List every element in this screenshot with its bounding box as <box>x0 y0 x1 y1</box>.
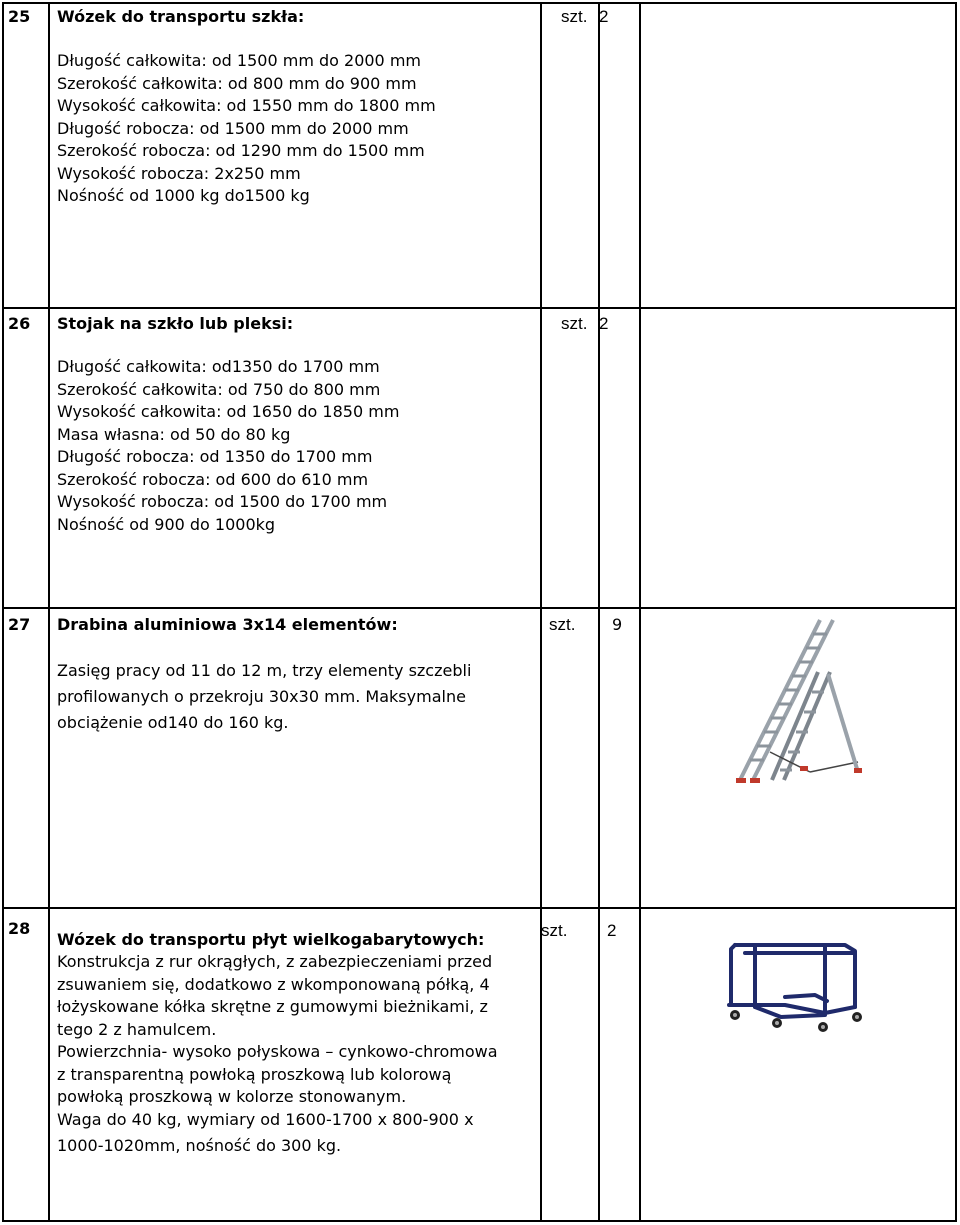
row-divider <box>4 907 955 909</box>
col-divider <box>48 4 50 1220</box>
item-title: Wózek do transportu szkła: <box>57 7 305 26</box>
quantity-value: 2 <box>599 314 609 333</box>
panel-cart-photo <box>715 935 875 1035</box>
ladder-photo <box>700 612 885 797</box>
row-divider <box>4 307 955 309</box>
quantity-value: 9 <box>612 615 623 634</box>
spec-line: Wysokość robocza: 2x250 mm <box>57 163 301 183</box>
spec-line: Szerokość całkowita: od 750 do 800 mm <box>57 379 381 399</box>
row-number: 27 <box>8 615 31 634</box>
col-divider <box>639 4 641 1220</box>
spec-line: Długość całkowita: od 1500 mm do 2000 mm <box>57 51 421 70</box>
item-title: Wózek do transportu płyt wielkogabarytowych: <box>57 930 485 949</box>
spec-line: 1000-1020mm, nośność do 300 kg. <box>57 1136 342 1155</box>
row-number: 26 <box>8 314 31 333</box>
spec-line: Szerokość robocza: od 600 do 610 mm <box>57 469 369 489</box>
spec-line: Szerokość całkowita: od 800 mm do 900 mm <box>57 73 417 93</box>
spec-line: z transparentną powłoką proszkową lub kolorową <box>57 1064 452 1084</box>
quantity-value: 2 <box>599 7 609 26</box>
col-divider <box>598 4 600 1220</box>
row-number: 28 <box>8 919 31 938</box>
unit-label: szt. <box>541 921 568 940</box>
spec-line: Waga do 40 kg, wymiary od 1600-1700 x 800-900 x <box>57 1109 474 1129</box>
item-description <box>57 658 471 736</box>
spec-line: Nośność od 900 do 1000kg <box>57 514 276 534</box>
spec-line: Wysokość całkowita: od 1650 do 1850 mm <box>57 402 400 421</box>
unit-label: szt. <box>561 7 588 26</box>
spec-line: powłoką proszkową w kolorze stonowanym. <box>57 1087 407 1106</box>
spec-line: zsuwaniem się, dodatkowo z wkomponowaną półką, 4 <box>57 974 490 994</box>
spec-line: łożyskowane kółka skrętne z gumowymi bieżnikami, z <box>57 997 488 1016</box>
spec-line: Szerokość robocza: od 1290 mm do 1500 mm <box>57 141 425 160</box>
item-description <box>57 356 399 536</box>
spec-line: Wysokość całkowita: od 1550 mm do 1800 mm <box>57 96 436 115</box>
spec-line: Długość całkowita: od1350 do 1700 mm <box>57 357 380 376</box>
row-divider <box>4 607 955 609</box>
item-title: Stojak na szkło lub pleksi: <box>57 314 294 333</box>
item-title: Drabina aluminiowa 3x14 elementów: <box>57 615 398 634</box>
spec-line: Powierzchnia- wysoko połyskowa – cynkowo-chromowa <box>57 1042 498 1061</box>
item-description <box>57 951 498 1158</box>
item-description <box>57 50 436 208</box>
spec-line: Wysokość robocza: od 1500 do 1700 mm <box>57 492 388 511</box>
col-divider <box>540 4 542 1220</box>
unit-label: szt. <box>561 314 588 333</box>
spec-line: Długość robocza: od 1350 do 1700 mm <box>57 447 373 466</box>
spec-line: Długość robocza: od 1500 mm do 2000 mm <box>57 118 409 138</box>
spec-line: Zasięg pracy od 11 do 12 m, trzy elementy szczebli <box>57 661 472 680</box>
row-number: 25 <box>8 7 31 26</box>
quantity-value: 2 <box>607 921 617 940</box>
spec-line: tego 2 z hamulcem. <box>57 1019 217 1039</box>
spec-line: obciążenie od140 do 160 kg. <box>57 713 289 732</box>
spec-line: Konstrukcja z rur okrągłych, z zabezpieczeniami przed <box>57 952 493 971</box>
unit-label: szt. <box>549 615 576 634</box>
spec-line: Masa własna: od 50 do 80 kg <box>57 424 291 444</box>
spec-line: profilowanych o przekroju 30x30 mm. Maksymalne <box>57 687 466 706</box>
spec-line: Nośność od 1000 kg do1500 kg <box>57 186 310 205</box>
